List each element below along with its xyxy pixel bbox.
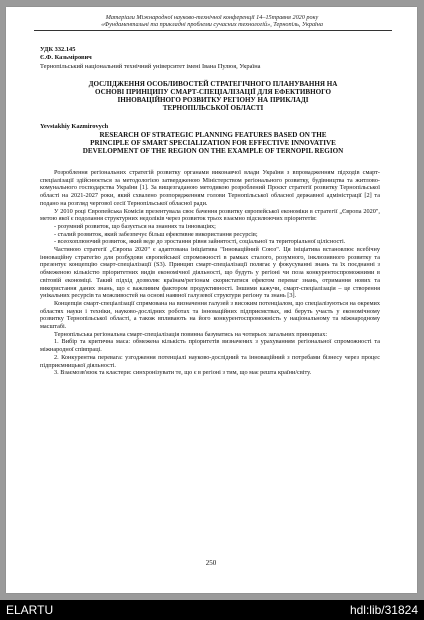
paragraph: Розроблення регіональних стратегій розвитку органами виконавчої влади України з впровадженням підходів смарт-спеціалізації здійснюється за методологією затвердженою Міністерством регіонального розвитку, будівництва та житлово-комунального господарства України [1]. За вищезгаданою методикою розроблений Проєкт стратегії розвитку Тернопільської області на 2021-2027 роки, який схвалено розпорядженням голови Тернопільської обласної державної адміністрації [2] та подано на розгляд чергової сесії Тернопільської обласної ради. <box>40 169 380 207</box>
footer-repository-name: ELARTU <box>6 603 54 617</box>
title-en-line-1: RESEARCH OF STRATEGIC PLANNING FEATURES BASED ON THE <box>99 131 327 139</box>
title-ua-line-1: ДОСЛІДЖЕННЯ ОСОБЛИВОСТЕЙ СТРАТЕГІЧНОГО ПЛАНУВАННЯ НА <box>88 80 338 88</box>
numbered-item: 3. Взаємозв'язок та кластери: синхронізувати те, що є в регіоні з тим, що має решта країни/світу. <box>54 369 312 377</box>
author-en: Yevstakhiy Kazmirovych <box>40 123 109 130</box>
bullet-item: - розумний розвиток, що базується на знаннях та інноваціях; <box>54 222 216 230</box>
paragraph: У 2010 році Європейська Комісія презентувала своє бачення розвитку європейської економіки в стратегії „Європа 2020", метою якої є подолання структурних недоліків через розвиток трьох взаємно підсилюючих пріоритетів: <box>40 207 380 223</box>
numbered-item: 2. Конкурентна перевага: узгодження потенціалі науково-дослідний та інноваційний з потребами бізнесу через процес підприємницької діяльності. <box>40 353 380 369</box>
paragraph: Частиною стратегії „Європа 2020" є адаптована ініціатива "Інноваційний Союз". Ця ініціатива встановлює всебічну інноваційну стратегію для розбудови європейської спроможності в рамках сталого, розумного, інклюзивного розвитку та презентує концепцію смарт-спеціалізації (S3). Принцип смарт-спеціалізації полягає у фокусуванні знань та їх поєднанні з обмеженою кількістю пріоритетних видів економічної діяльності, що будуть у регіоні чи поза конкурентоспроможними в світовій економіці. Такий підхід дозволяє країнам/регіонам скористатися ефектом переваг знань, отримання нових та використання даних знань, що є важливим фактором продуктивності. Іншими кажучи, смарт-спеціалізація – це створення унікальних ресурсів та можливостей на основі наявної галузевої структури регіону та знань [3]. <box>40 246 380 300</box>
title-ua-line-3: ІННОВАЦІЙНОГО РОЗВИТКУ РЕГІОНУ НА ПРИКЛАДІ <box>117 96 309 104</box>
paragraph: Концепція смарт-спеціалізації спрямована на визначення галузей з високим потенціалом, що спеціалізуються на окремих областях науки і техніки, науково-дослідних роботах та інноваційних підприємствах, які беруть участь у економічному розвитку Тернопільської області, а також впливають на його конкурентоспроможність у національному та міжнародному масштабі. <box>40 299 380 331</box>
document-page <box>6 7 417 593</box>
page-number: 250 <box>205 559 217 567</box>
header-divider <box>34 30 392 31</box>
affiliation-ua: Тернопільський національний технічний університет імені Івана Пулюя, Україна <box>40 63 261 70</box>
footer-handle-link[interactable]: hdl:lib/31824 <box>349 603 418 617</box>
conference-header-line-2: «Фундаментальні та прикладні проблеми сучасних технологій», Тернопіль, Україна <box>101 21 323 28</box>
author-ua: Є.Ф. Казьмірович <box>40 54 92 61</box>
udk-code: УДК 332.145 <box>40 46 76 53</box>
article-body <box>40 169 380 377</box>
title-en-line-3: DEVELOPMENT OF THE REGION ON THE EXAMPLE OF TERNOPIL REGION <box>82 147 344 155</box>
paragraph: Тернопільська регіональна смарт-спеціалізація повинна базуватись на чотирьох загальних принципах: <box>54 330 328 338</box>
conference-header-line-1: Матеріали Міжнародної науково-технічної конференції 14–15травня 2020 року <box>105 14 319 21</box>
bullet-item: - всеохоплюючий розвиток, який веде до зростання рівня зайнятості, соціальної та територіальної цілісності. <box>54 238 346 246</box>
repository-footer <box>0 600 424 620</box>
title-ua-line-2: ОСНОВІ ПРИНЦИПУ СМАРТ-СПЕЦІАЛІЗАЦІЇ ДЛЯ ЕФЕКТИВНОГО <box>94 88 332 96</box>
title-en-line-2: PRINCIPLE OF SMART SPECIALIZATION FOR EFFECTIVE INNOVATIVE <box>90 139 336 147</box>
title-ua-line-4: ТЕРНОПІЛЬСЬКОЇ ОБЛАСТІ <box>162 104 264 112</box>
bullet-item: - сталий розвиток, який забезпечує більш ефективне використання ресурсів; <box>54 230 258 238</box>
numbered-item: 1. Вибір та критична маса: обмежена кількість пріоритетів визначених з урахуванням регіональної спроможності та міжнародної співпраці. <box>40 338 380 354</box>
